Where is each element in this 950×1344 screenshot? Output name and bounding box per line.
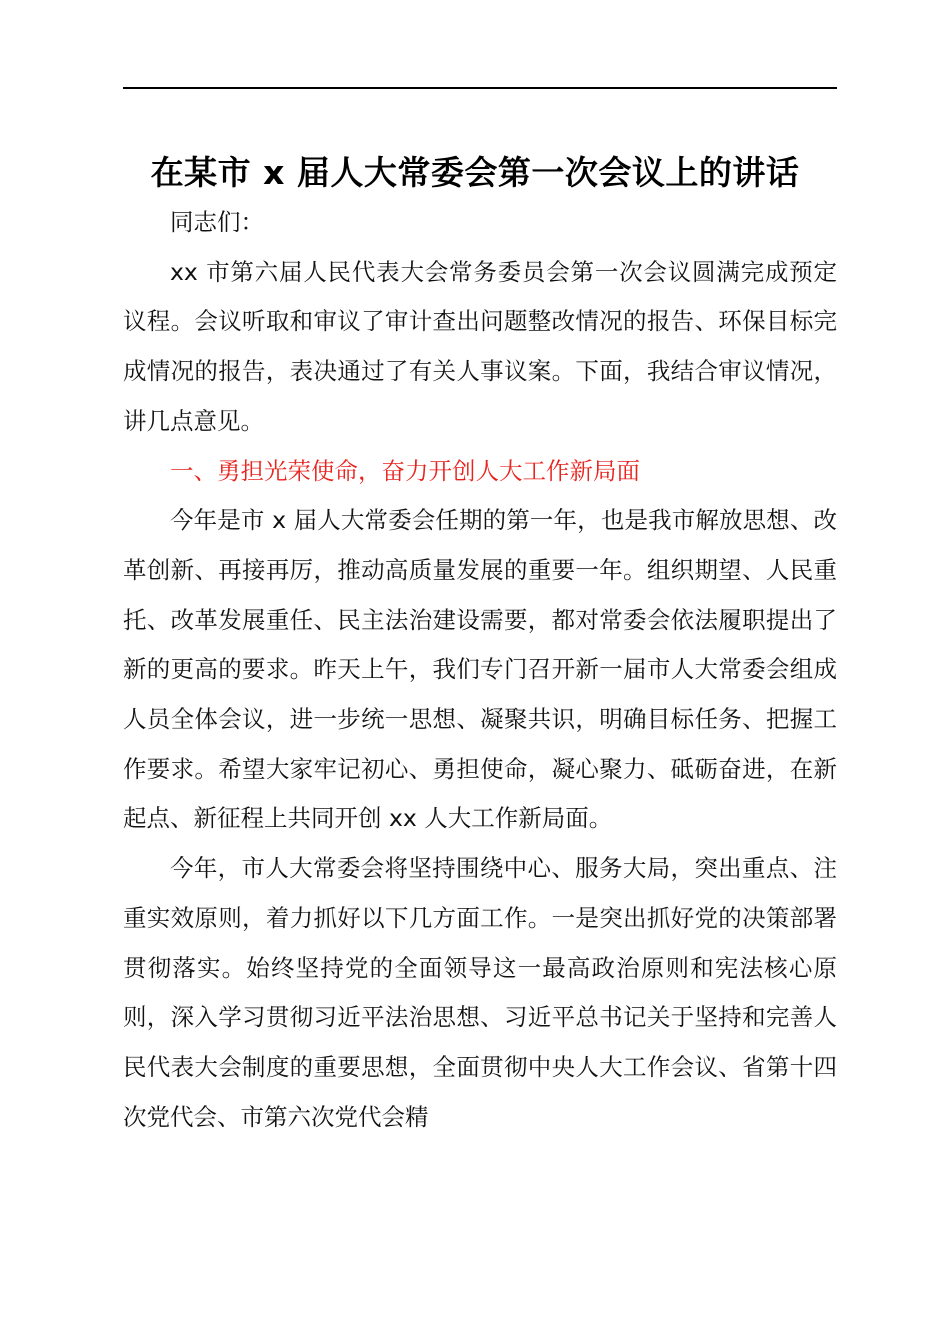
document-body: [123, 198, 837, 1142]
section-paragraph: 今年，市人大常委会将坚持围绕中心、服务大局，突出重点、注重实效原则，着力抓好以下几方面工作。一是突出抓好党的决策部署贯彻落实。始终坚持党的全面领导这一最高政治原则和宪法核心原则，深入学习贯彻习近平法治思想、习近平总书记关于坚持和完善人民代表大会制度的重要思想，全面贯彻中央人大工作会议、省第十四次党代会、市第六次党代会精: [123, 854, 837, 1131]
salutation: 同志们：: [170, 208, 264, 236]
document-title: 在某市 x 届人大常委会第一次会议上的讲话: [150, 153, 800, 192]
intro-paragraph: xx 市第六届人民代表大会常务委员会第一次会议圆满完成预定议程。会议听取和审议了审计查出问题整改情况的报告、环保目标完成情况的报告，表决通过了有关人事议案。下面，我结合审议情况，讲几点意见。: [123, 257, 837, 435]
section-paragraph: 今年是市 x 届人大常委会任期的第一年，也是我市解放思想、改革创新、再接再厉，推动高质量发展的重要一年。组织期望、人民重托、改革发展重任、民主法治建设需要，都对常委会依法履职提出了新的更高的要求。昨天上午，我们专门召开新一届市人大常委会组成人员全体会议，进一步统一思想、凝聚共识，明确目标任务、把握工作要求。希望大家牢记初心、勇担使命，凝心聚力、砥砺奋进，在新起点、新征程上共同开创 xx 人大工作新局面。: [123, 506, 837, 833]
section-heading: 一、勇担光荣使命，奋力开创人大工作新局面: [170, 456, 640, 485]
top-divider: [123, 87, 837, 89]
